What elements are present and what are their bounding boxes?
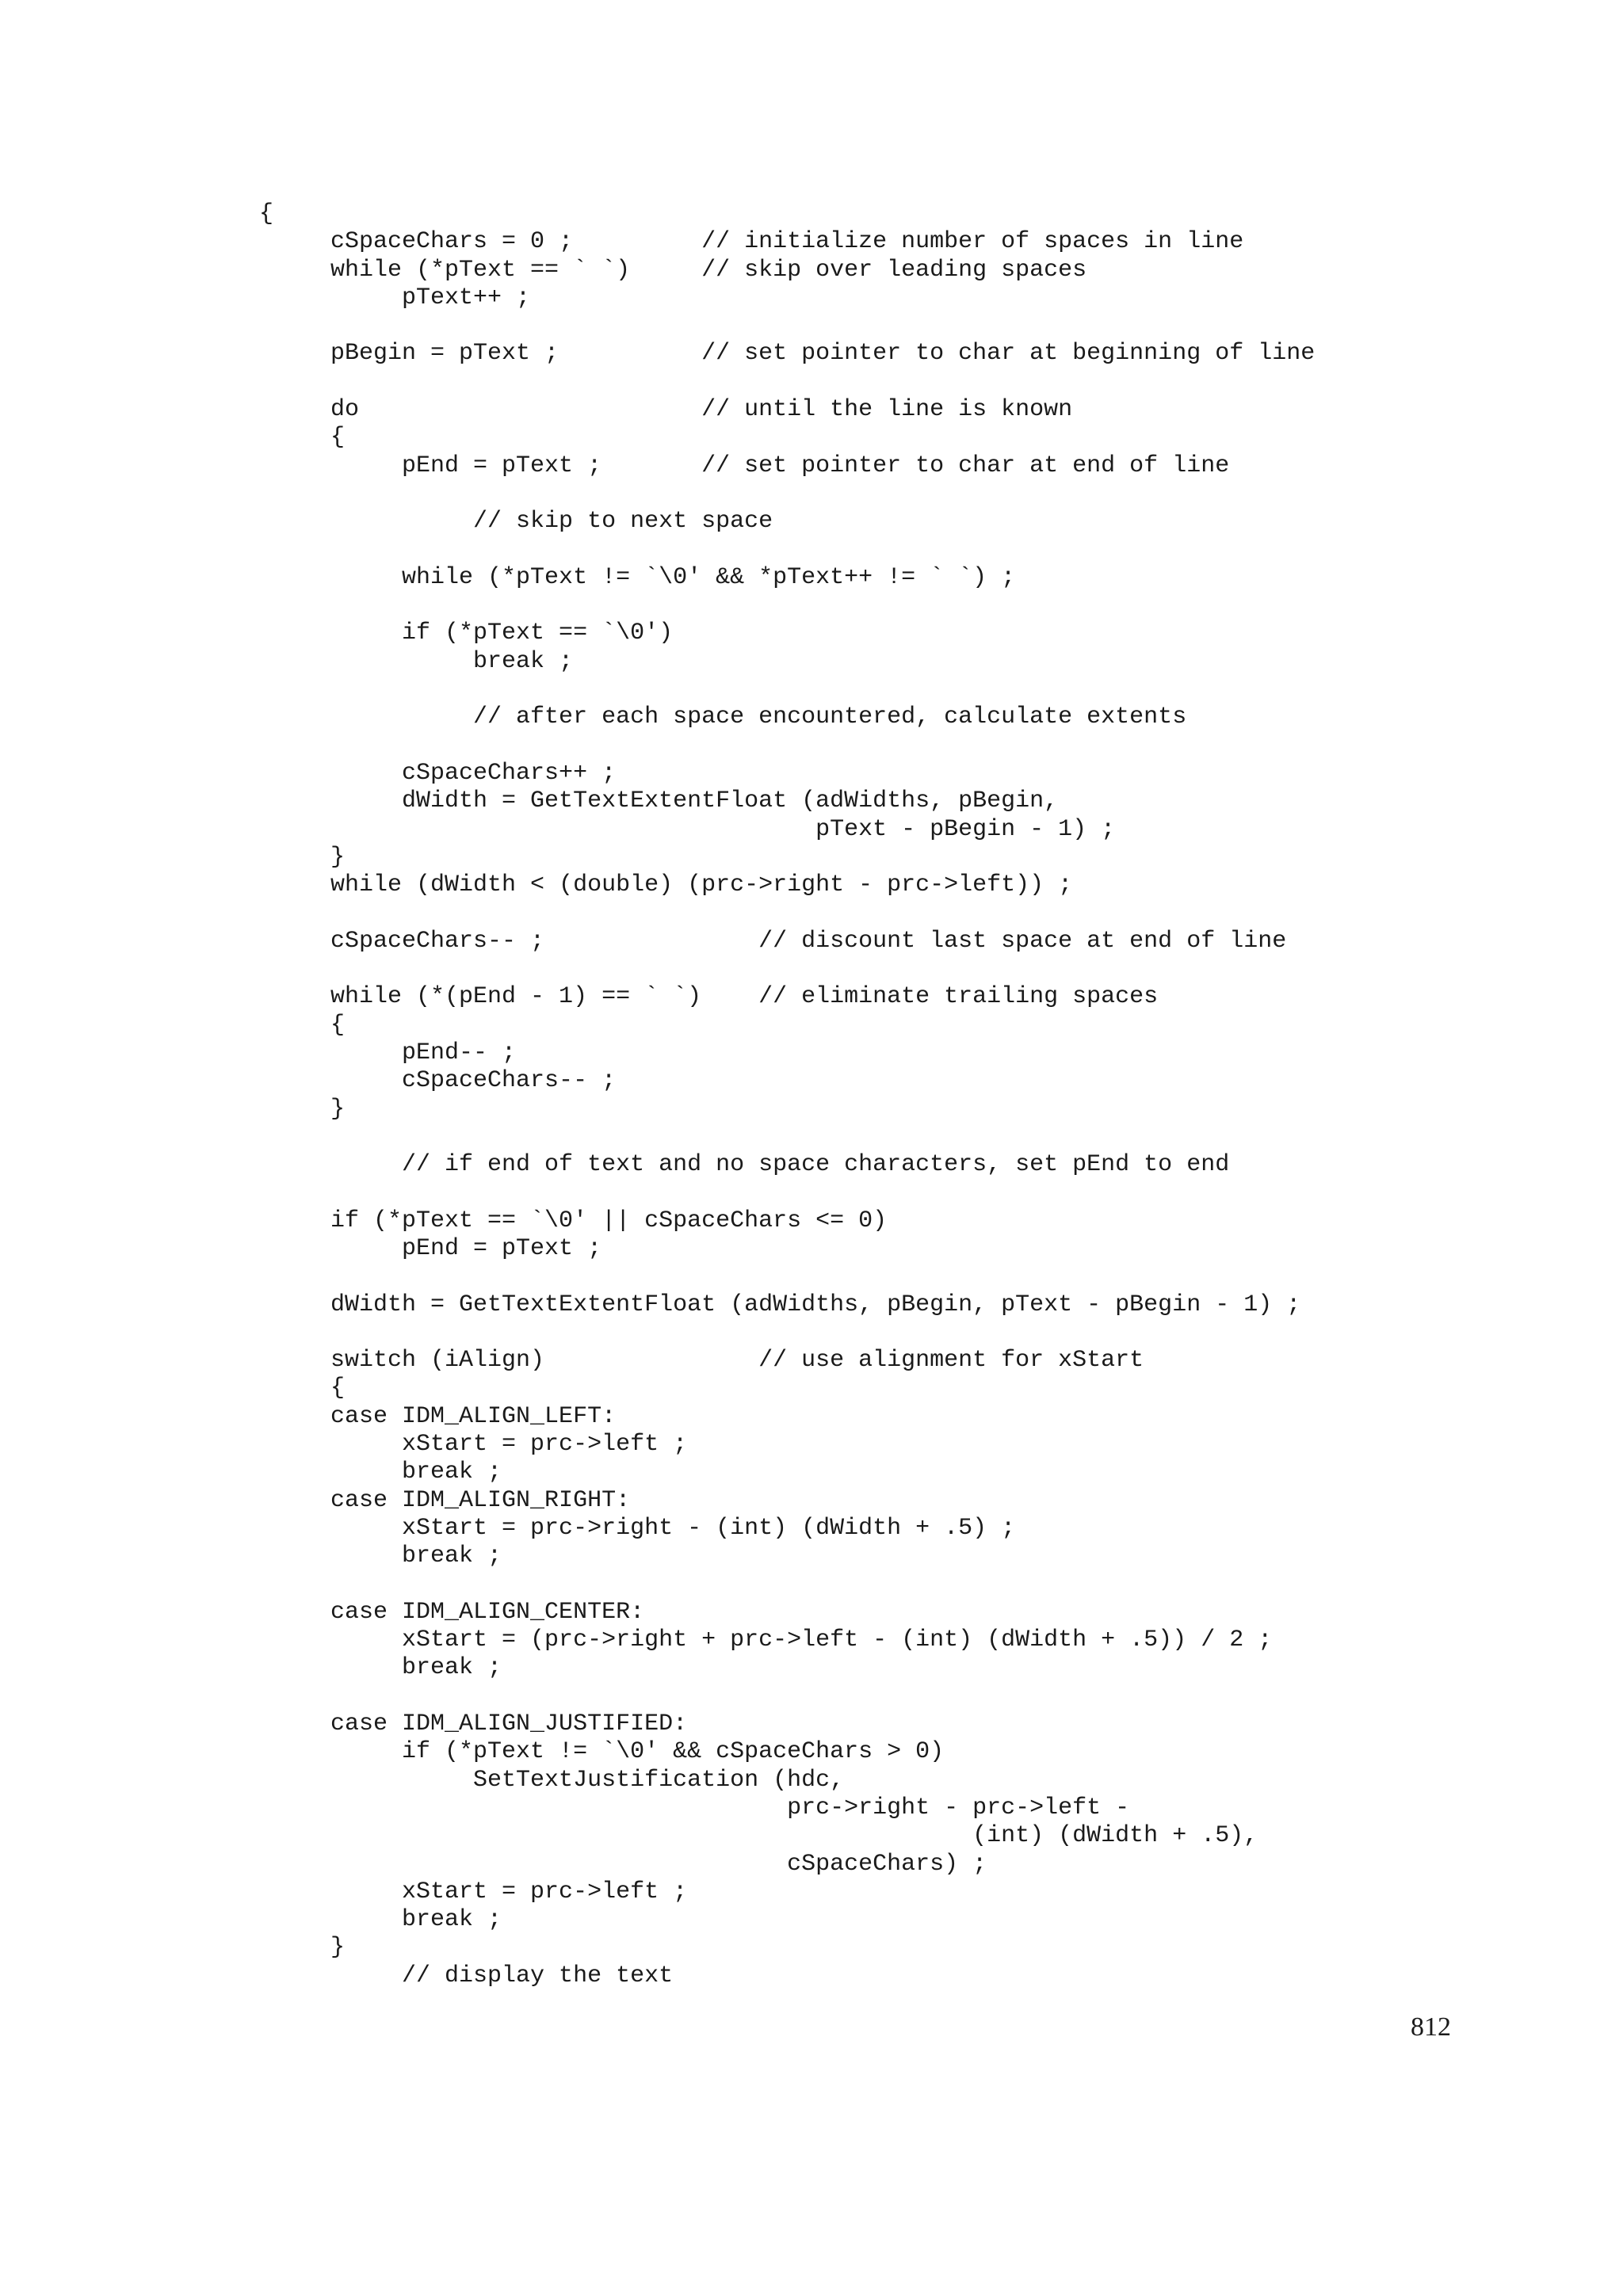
code-line: xStart = (prc->right + prc->left - (int) (dWidth + .5)) / 2 ; — [259, 1627, 1273, 1654]
code-line — [259, 899, 1315, 927]
code-line: } — [259, 1095, 346, 1123]
code-line: xStart = prc->left ; — [259, 1878, 688, 1905]
code-line: { — [259, 424, 346, 452]
code-line: if (*pText == `\0' || cSpaceChars <= 0) — [259, 1207, 888, 1234]
code-line: } — [259, 1934, 346, 1962]
code-line — [259, 1263, 1315, 1291]
code-line: cSpaceChars-- ; // discount last space at end of line — [259, 927, 1287, 955]
code-line: (int) (dWidth + .5), — [259, 1822, 1258, 1850]
code-line: // if end of text and no space characters, set pEnd to end — [259, 1151, 1230, 1179]
code-line: pText - pBegin - 1) ; — [259, 815, 1116, 843]
code-line: while (dWidth < (double) (prc->right - prc->left)) ; — [259, 871, 1073, 899]
code-line: break ; — [259, 1459, 502, 1486]
code-line: pEnd-- ; — [259, 1039, 517, 1066]
code-line: xStart = prc->right - (int) (dWidth + .5) ; — [259, 1514, 1016, 1542]
code-line: { — [259, 200, 274, 227]
code-line: case IDM_ALIGN_CENTER: — [259, 1598, 645, 1626]
code-line: { — [259, 1011, 346, 1039]
code-line — [259, 368, 1315, 396]
code-line: do // until the line is known — [259, 396, 1073, 424]
code-line: case IDM_ALIGN_JUSTIFIED: — [259, 1711, 688, 1738]
code-line: // after each space encountered, calculate extents — [259, 704, 1187, 731]
code-line: case IDM_ALIGN_RIGHT: — [259, 1486, 631, 1514]
code-line: pBegin = pText ; // set pointer to char at beginning of line — [259, 340, 1316, 368]
code-line: while (*(pEnd - 1) == ` `) // eliminate trailing spaces — [259, 983, 1159, 1011]
code-line: pEnd = pText ; // set pointer to char at end of line — [259, 452, 1230, 479]
code-line: break ; — [259, 647, 574, 675]
code-line: cSpaceChars = 0 ; // initialize number of spaces in line — [259, 228, 1244, 256]
code-line — [259, 1123, 1315, 1151]
code-line — [259, 1683, 1315, 1711]
code-line: cSpaceChars++ ; — [259, 759, 617, 787]
code-line: case IDM_ALIGN_LEFT: — [259, 1402, 617, 1430]
code-line: while (*pText != `\0' && *pText++ != ` `) ; — [259, 563, 1016, 591]
code-line: pText++ ; — [259, 284, 531, 311]
code-line: // display the text — [259, 1962, 674, 1989]
code-line: while (*pText == ` `) // skip over leading spaces — [259, 256, 1087, 284]
code-line — [259, 536, 1315, 564]
code-line — [259, 312, 1315, 340]
code-line: { — [259, 1375, 346, 1402]
code-line — [259, 1571, 1315, 1599]
code-line: break ; — [259, 1654, 502, 1682]
code-line — [259, 1179, 1315, 1207]
page-number: 812 — [1411, 2012, 1451, 2042]
code-line: dWidth = GetTextExtentFloat (adWidths, pBegin, pText - pBegin - 1) ; — [259, 1291, 1301, 1318]
code-line: switch (iAlign) // use alignment for xStart — [259, 1347, 1144, 1375]
code-line: // skip to next space — [259, 508, 773, 536]
code-line: break ; — [259, 1543, 502, 1570]
code-line — [259, 1319, 1315, 1347]
code-line — [259, 480, 1315, 508]
code-line: prc->right - prc->left - — [259, 1794, 1130, 1821]
code-line: cSpaceChars-- ; — [259, 1067, 617, 1095]
code-line — [259, 592, 1315, 620]
code-line: break ; — [259, 1906, 502, 1934]
code-line: } — [259, 843, 346, 871]
code-line — [259, 955, 1315, 983]
code-line: cSpaceChars) ; — [259, 1850, 987, 1878]
code-line: if (*pText != `\0' && cSpaceChars > 0) — [259, 1738, 945, 1766]
code-line — [259, 732, 1315, 760]
code-line: xStart = prc->left ; — [259, 1431, 688, 1459]
code-listing — [259, 200, 1315, 1990]
code-line: if (*pText == `\0') — [259, 620, 674, 647]
code-line: pEnd = pText ; — [259, 1234, 602, 1262]
code-line: dWidth = GetTextExtentFloat (adWidths, pBegin, — [259, 788, 1059, 815]
code-line — [259, 676, 1315, 704]
code-line: SetTextJustification (hdc, — [259, 1766, 845, 1794]
